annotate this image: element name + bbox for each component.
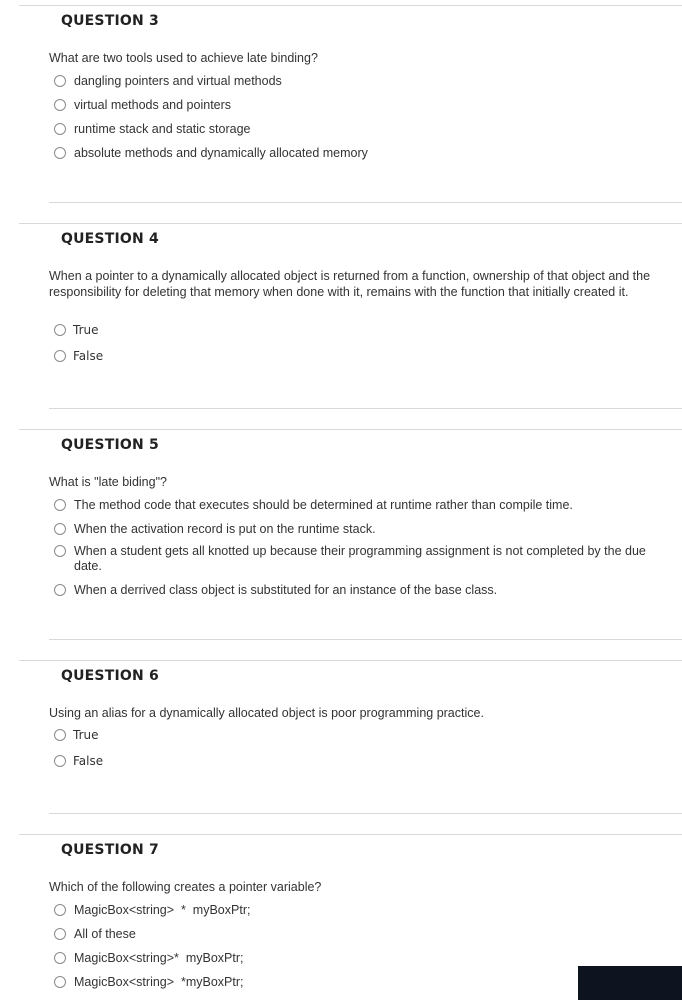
answer-option[interactable]	[54, 349, 663, 364]
answer-label: runtime stack and static storage	[74, 122, 251, 136]
divider	[19, 5, 682, 6]
answer-label: False	[73, 349, 104, 363]
question-text: Which of the following creates a pointer variable?	[49, 880, 322, 894]
answer-label: MagicBox<string> * myBoxPtr;	[74, 903, 251, 917]
question-title: QUESTION 4	[61, 231, 159, 247]
answer-label: MagicBox<string> *myBoxPtr;	[74, 975, 244, 989]
radio-button[interactable]	[54, 75, 66, 87]
answer-label: absolute methods and dynamically allocated memory	[74, 146, 368, 160]
answer-label: The method code that executes should be determined at runtime rather than compile time.	[74, 498, 573, 512]
divider	[49, 813, 682, 814]
divider	[19, 834, 682, 835]
answer-option[interactable]	[54, 498, 664, 513]
answer-option[interactable]	[54, 975, 664, 990]
divider	[49, 408, 682, 409]
answer-option[interactable]	[54, 754, 663, 769]
answer-label: virtual methods and pointers	[74, 98, 232, 112]
radio-button[interactable]	[54, 123, 66, 135]
question-text: What is "late biding"?	[49, 475, 167, 489]
radio-button[interactable]	[54, 952, 66, 964]
answer-label: True	[73, 323, 99, 337]
answer-option[interactable]	[54, 146, 664, 161]
answer-option[interactable]	[54, 544, 664, 574]
radio-button[interactable]	[54, 350, 66, 362]
question-title: QUESTION 7	[61, 842, 159, 858]
radio-button[interactable]	[54, 99, 66, 111]
answer-option[interactable]	[54, 98, 664, 113]
radio-button[interactable]	[54, 545, 66, 557]
divider	[49, 639, 682, 640]
radio-button[interactable]	[54, 499, 66, 511]
answer-option[interactable]	[54, 903, 664, 918]
divider	[49, 202, 682, 203]
question-text: What are two tools used to achieve late binding?	[49, 51, 318, 65]
radio-button[interactable]	[54, 976, 66, 988]
question-title: QUESTION 5	[61, 437, 159, 453]
answer-option[interactable]	[54, 122, 664, 137]
radio-button[interactable]	[54, 523, 66, 535]
answer-option[interactable]	[54, 323, 663, 338]
answer-option[interactable]	[54, 74, 664, 89]
radio-button[interactable]	[54, 904, 66, 916]
answer-label: When the activation record is put on the runtime stack.	[74, 522, 376, 536]
radio-button[interactable]	[54, 928, 66, 940]
radio-button[interactable]	[54, 729, 66, 741]
answer-option[interactable]	[54, 583, 664, 598]
answer-option[interactable]	[54, 522, 664, 537]
question-text: Using an alias for a dynamically allocated object is poor programming practice.	[49, 706, 484, 720]
answer-label: When a derrived class object is substituted for an instance of the base class.	[74, 583, 498, 597]
radio-button[interactable]	[54, 584, 66, 596]
question-text: When a pointer to a dynamically allocated object is returned from a function, ownership of that object and the responsibility for deleting that memory when done with it, remains with the function that initially created it.	[49, 269, 651, 299]
radio-button[interactable]	[54, 324, 66, 336]
question-title: QUESTION 3	[61, 13, 159, 29]
answer-label: dangling pointers and virtual methods	[74, 74, 282, 88]
answer-label: MagicBox<string>* myBoxPtr;	[74, 951, 244, 965]
answer-label: False	[73, 754, 104, 768]
answer-label: All of these	[74, 927, 136, 941]
divider	[19, 429, 682, 430]
divider	[19, 223, 682, 224]
overlay-block	[578, 966, 682, 1000]
answer-option[interactable]	[54, 951, 664, 966]
divider	[19, 660, 682, 661]
answer-option[interactable]	[54, 927, 664, 942]
radio-button[interactable]	[54, 755, 66, 767]
answer-label: True	[73, 728, 99, 742]
radio-button[interactable]	[54, 147, 66, 159]
question-title: QUESTION 6	[61, 668, 159, 684]
answer-label: When a student gets all knotted up because their programming assignment is not completed by the due date.	[74, 544, 646, 573]
answer-option[interactable]	[54, 728, 663, 743]
